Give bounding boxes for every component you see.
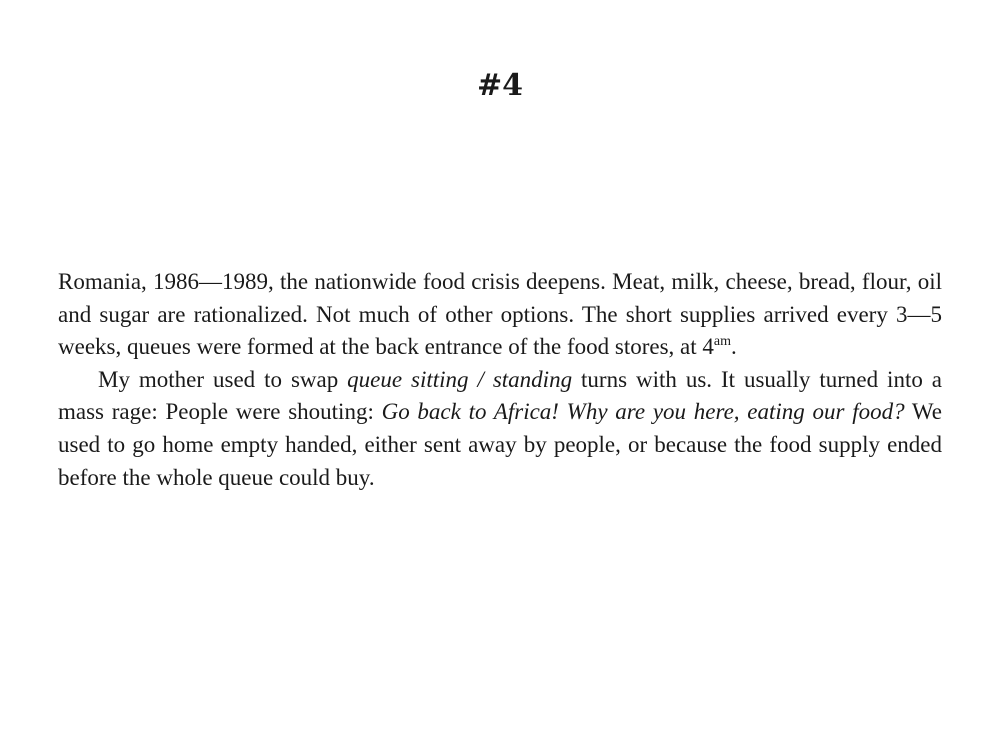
paragraph-2 [58, 364, 942, 494]
page-title: #4 [476, 68, 523, 103]
paragraph-2-italic-1: queue sitting / standing [347, 366, 573, 392]
paragraph-1-end: . [730, 334, 737, 360]
paragraph-2-text-3: We used to go home empty handed, either sent away by people, or because the food supply ended before the whole queue could buy. [58, 399, 943, 490]
paragraph-2-text-2: turns with us. It usually turned into a mass rage: People were shouting: [58, 366, 942, 425]
paragraph-2-italic-2: Go back to Africa! Why are you here, eating our food? [381, 399, 905, 425]
time-superscript: am [713, 334, 731, 350]
paragraph-2-text-1: My mother used to swap [98, 366, 348, 392]
paragraph-1-text: Romania, 1986—1989, the nationwide food crisis deepens. Meat, milk, cheese, bread, flour, oil and sugar are rationalized. Not much of other options. The short supplies arrived every 3—5 weeks, queues were formed at the back entrance of the food stores, at 4 [58, 269, 942, 360]
body-text [58, 266, 942, 494]
paragraph-1 [58, 266, 942, 364]
